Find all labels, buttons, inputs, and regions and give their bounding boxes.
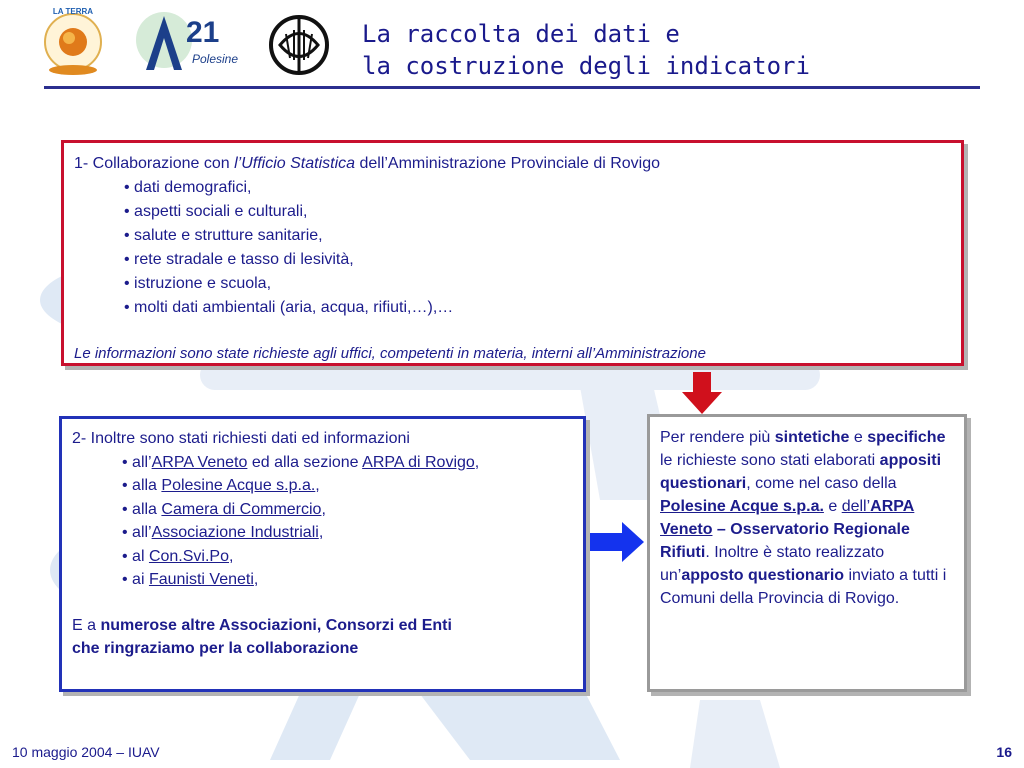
box1-item: • molti dati ambientali (aria, acqua, rifiuti,…),…: [124, 299, 454, 316]
arpa-veneto-link[interactable]: dell’ARPA Veneto: [660, 498, 915, 538]
slide-title-line2: la costruzione degli indicatori: [362, 52, 810, 80]
agenda21-polesine-logo: [134, 6, 252, 76]
globe-emblem-logo: [268, 14, 330, 76]
box1-item: • dati demografici,: [124, 179, 252, 196]
consvipo-link[interactable]: Con.Svi.Po: [148, 547, 229, 565]
slide-title: [362, 18, 810, 82]
polesine-acque-link[interactable]: Polesine Acque s.p.a.: [660, 498, 824, 515]
box1-item: • aspetti sociali e culturali,: [124, 203, 308, 220]
box2-item: • alla Camera di Commercio,: [122, 500, 326, 518]
box2-heading: 2- Inoltre sono stati richiesti dati ed informazioni: [72, 430, 410, 447]
title-divider: [44, 86, 980, 89]
a21-subtitle: Polesine: [192, 52, 239, 66]
page-number: 16: [996, 744, 1012, 760]
laterra-logo-text: LA TERRA: [52, 7, 94, 16]
box2-item: • all’ARPA Veneto ed alla sezione ARPA di Rovigo,: [122, 453, 480, 471]
statistical-office-box: [61, 140, 964, 366]
arpa-veneto-link[interactable]: ARPA Veneto: [151, 453, 248, 471]
box1-item: • rete stradale e tasso di lesività,: [124, 251, 354, 268]
box2-item: • alla Polesine Acque s.p.a.,: [122, 477, 320, 494]
polesine-acque-link[interactable]: Polesine Acque s.p.a.: [161, 477, 316, 494]
box1-note: Le informazioni sono state richieste agli uffici, competenti in materia, interni all’Amministrazione: [74, 345, 706, 362]
box2-item: • all’Associazione Industriali,: [122, 524, 324, 541]
box1-item: • salute e strutture sanitarie,: [124, 227, 323, 244]
questionnaire-box: Per rendere più sintetiche e specifiche le richieste sono stati elaborati appositi questionari, come nel caso della Polesine Acque s.p.a. e dell’ARPA Veneto – Osservatorio Regionale Rifiuti. Inoltre è stato realizzato un’apposto questionario inviato a tutti i Comuni della Provincia di Rovigo.: [647, 414, 967, 692]
associazione-industriali-link[interactable]: Associazione Industriali: [151, 524, 319, 541]
footer-date: 10 maggio 2004 – IUAV: [12, 744, 160, 760]
box1-item: • istruzione e scuola,: [124, 275, 272, 292]
faunisti-veneti-link[interactable]: Faunisti Veneti: [148, 571, 254, 588]
down-arrow-icon: [680, 372, 724, 416]
laterra-logo: [38, 6, 108, 80]
right-arrow-icon: [590, 520, 646, 564]
slide-title-line1: La raccolta dei dati e: [362, 20, 680, 48]
arpa-rovigo-link[interactable]: ARPA di Rovigo: [362, 453, 475, 471]
other-sources-box: [59, 416, 586, 692]
box2-closing-line2: che ringraziamo per la collaborazione: [72, 640, 359, 657]
box2-item: • ai Faunisti Veneti,: [122, 571, 259, 588]
camera-commercio-link[interactable]: Camera di Commercio: [161, 500, 322, 518]
box2-item: • al Con.Svi.Po,: [122, 547, 234, 565]
a21-number: 21: [186, 16, 220, 49]
box1-heading: 1- Collaborazione con l’Ufficio Statistica dell’Amministrazione Provinciale di Rovigo: [74, 155, 661, 172]
box2-closing: E a numerose altre Associazioni, Consorzi ed Enti: [72, 616, 452, 634]
